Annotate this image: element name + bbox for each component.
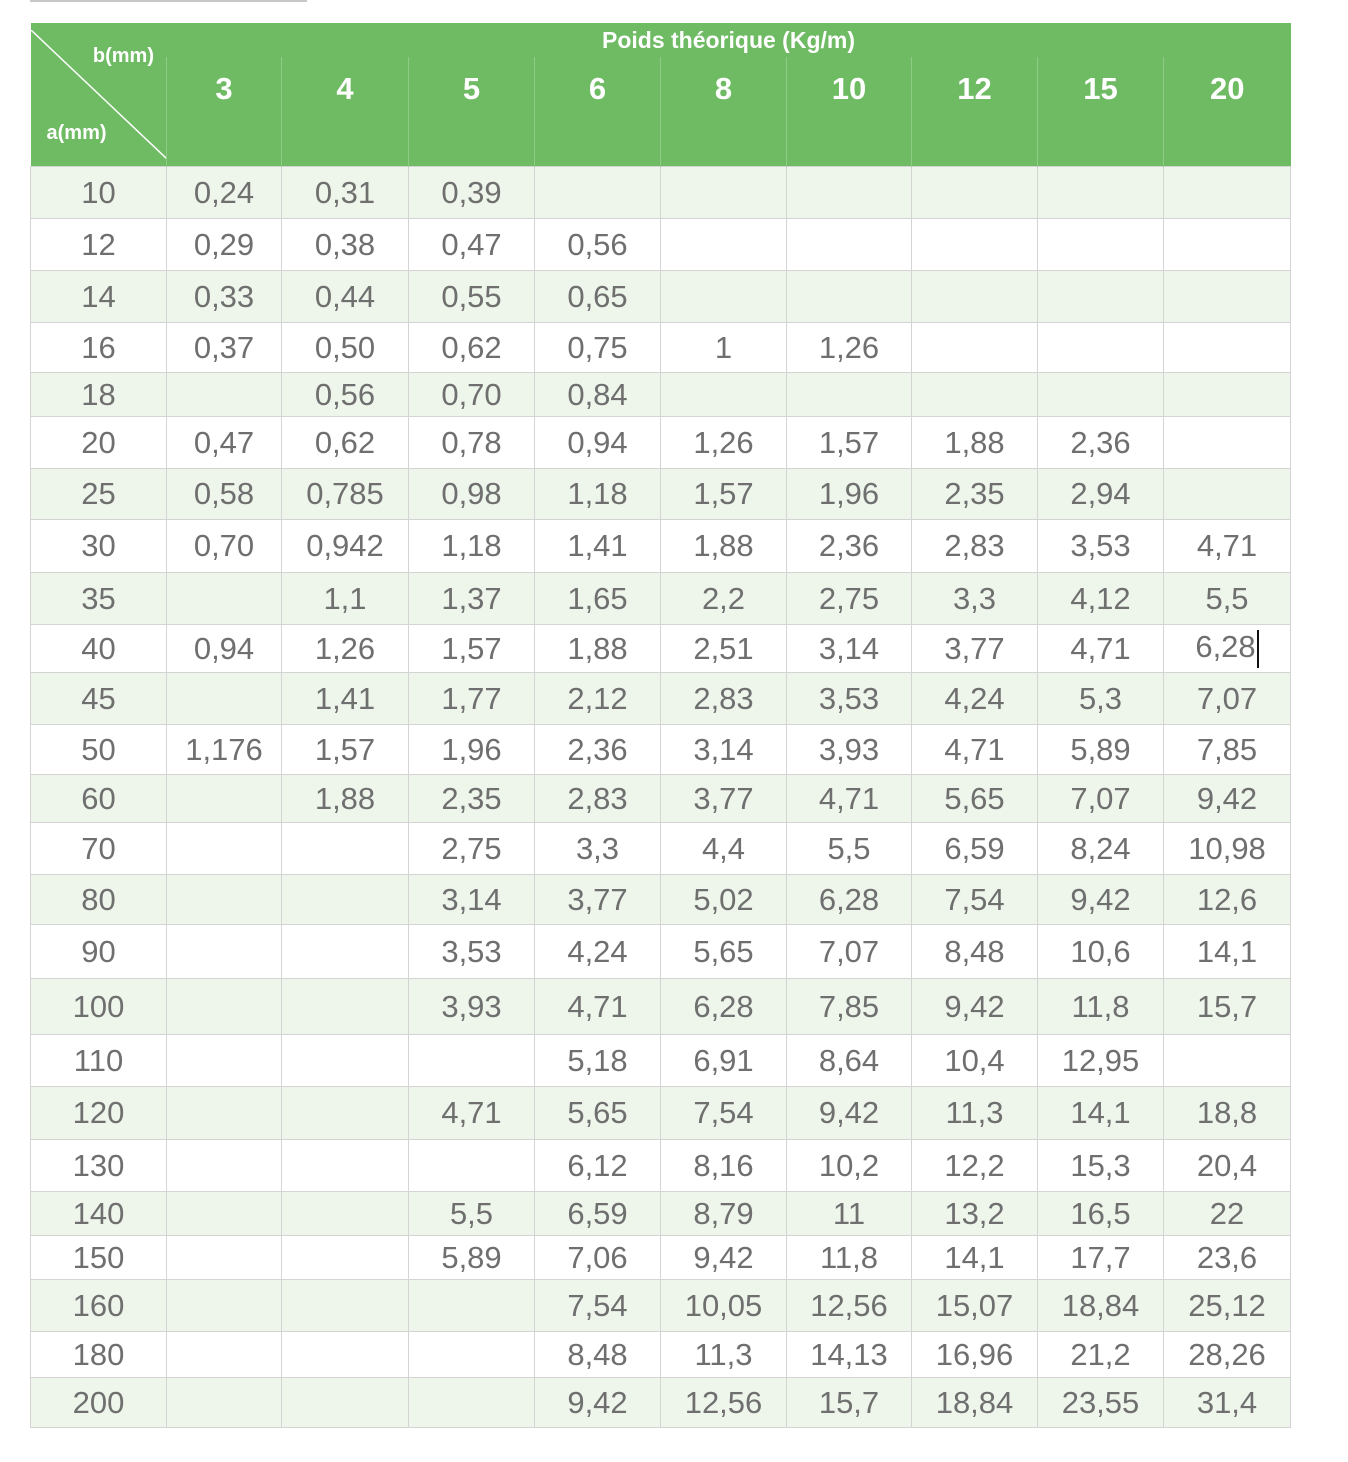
a-value-cell: 90 [31,925,167,979]
weight-cell: 1,57 [661,469,787,520]
weight-cell: 1,88 [912,417,1038,469]
weight-cell: 2,83 [661,673,787,725]
weight-cell: 5,18 [535,1035,661,1087]
table-row [31,1192,1291,1236]
weight-cell: 1,77 [409,673,535,725]
weight-cell: 11 [787,1192,912,1236]
weight-cell: 7,06 [535,1236,661,1280]
table-row [31,625,1291,673]
weight-cell [787,373,912,417]
weight-cell: 9,42 [535,1378,661,1428]
weight-cell: 1,88 [535,625,661,673]
table-row [31,775,1291,823]
a-value-cell: 40 [31,625,167,673]
weight-cell: 12,56 [787,1280,912,1332]
weight-cell: 6,59 [535,1192,661,1236]
weight-cell [912,373,1038,417]
weight-cell: 21,2 [1038,1332,1164,1378]
weight-cell: 2,94 [1038,469,1164,520]
weight-cell: 12,56 [661,1378,787,1428]
weight-cell: 0,44 [282,271,409,323]
weight-cell [661,167,787,219]
weight-cell: 5,65 [661,925,787,979]
a-value-cell: 45 [31,673,167,725]
a-value-cell: 160 [31,1280,167,1332]
a-value-cell: 12 [31,219,167,271]
weight-cell: 2,83 [535,775,661,823]
a-value-cell: 30 [31,520,167,573]
table-row [31,875,1291,925]
weight-cell: 7,85 [1164,725,1291,775]
table-row [31,925,1291,979]
weight-cell: 6,12 [535,1140,661,1192]
weight-cell [282,1035,409,1087]
weight-cell: 0,78 [409,417,535,469]
table-row [31,520,1291,573]
weight-cell [912,323,1038,373]
table-row [31,673,1291,725]
weight-cell: 0,56 [535,219,661,271]
weight-cell [1038,167,1164,219]
weight-cell: 11,8 [787,1236,912,1280]
weight-cell: 6,28 [1164,625,1291,673]
weight-cell [1038,219,1164,271]
weight-cell: 17,7 [1038,1236,1164,1280]
weight-cell: 0,75 [535,323,661,373]
weight-cell: 6,28 [787,875,912,925]
a-axis-label: a(mm) [46,122,107,144]
weight-cell: 14,1 [1164,925,1291,979]
weight-cell [282,1140,409,1192]
weight-cell: 20,4 [1164,1140,1291,1192]
weight-cell: 0,56 [282,373,409,417]
weight-cell: 0,50 [282,323,409,373]
weight-cell: 9,42 [1164,775,1291,823]
weight-cell [1038,373,1164,417]
weight-cell: 11,3 [661,1332,787,1378]
weight-cell [167,875,282,925]
weight-cell [912,271,1038,323]
a-value-cell: 140 [31,1192,167,1236]
weight-cell [282,925,409,979]
weight-cell: 7,54 [535,1280,661,1332]
b-header-cell: 8 [661,57,787,167]
weight-cell [167,775,282,823]
table-row [31,271,1291,323]
a-value-cell: 180 [31,1332,167,1378]
weight-cell [409,1035,535,1087]
weight-cell: 3,14 [661,725,787,775]
table-title: Poids théorique (Kg/m) [167,23,1291,57]
weight-cell: 8,24 [1038,823,1164,875]
weight-cell: 8,64 [787,1035,912,1087]
table-row [31,1087,1291,1140]
b-header-cell: 20 [1164,57,1291,167]
a-value-cell: 25 [31,469,167,520]
weight-cell [535,167,661,219]
weight-cell: 1,37 [409,573,535,625]
table-row [31,323,1291,373]
table-row [31,1140,1291,1192]
weight-cell: 0,84 [535,373,661,417]
weight-cell: 1 [661,323,787,373]
weight-cell [282,875,409,925]
weight-cell [167,979,282,1035]
weight-cell: 14,1 [1038,1087,1164,1140]
weight-cell: 8,48 [912,925,1038,979]
weight-cell [282,823,409,875]
weight-cell: 1,26 [282,625,409,673]
weight-cell: 2,36 [1038,417,1164,469]
weight-cell: 4,71 [912,725,1038,775]
weight-cell [167,373,282,417]
weight-cell [1164,1035,1291,1087]
a-value-cell: 16 [31,323,167,373]
weight-cell [167,573,282,625]
weight-cell: 3,3 [535,823,661,875]
weight-cell [282,1378,409,1428]
table-row [31,417,1291,469]
b-header-cell: 15 [1038,57,1164,167]
a-value-cell: 100 [31,979,167,1035]
weight-cell: 4,24 [912,673,1038,725]
weight-cell: 0,70 [167,520,282,573]
weight-cell [409,1378,535,1428]
top-rule [30,0,307,2]
weight-cell [787,167,912,219]
weight-cell: 10,2 [787,1140,912,1192]
a-value-cell: 70 [31,823,167,875]
weight-cell [409,1332,535,1378]
weight-cell: 7,54 [912,875,1038,925]
weight-cell: 0,70 [409,373,535,417]
weight-cell [1164,323,1291,373]
weight-cell: 23,6 [1164,1236,1291,1280]
weight-cell [167,673,282,725]
weight-cell: 0,55 [409,271,535,323]
weight-cell: 15,07 [912,1280,1038,1332]
weight-cell: 4,71 [409,1087,535,1140]
b-axis-label: b(mm) [92,45,154,67]
weight-cell: 12,95 [1038,1035,1164,1087]
weight-cell [1164,469,1291,520]
b-header-cell: 12 [912,57,1038,167]
weight-cell: 5,02 [661,875,787,925]
weight-cell [1164,167,1291,219]
weight-cell: 4,71 [535,979,661,1035]
weight-table [30,23,1291,1428]
weight-cell: 4,4 [661,823,787,875]
weight-cell: 0,65 [535,271,661,323]
weight-cell: 2,83 [912,520,1038,573]
weight-cell [167,823,282,875]
weight-cell [912,167,1038,219]
a-value-cell: 110 [31,1035,167,1087]
weight-cell: 5,89 [409,1236,535,1280]
weight-cell: 3,14 [409,875,535,925]
weight-cell: 3,53 [1038,520,1164,573]
weight-cell: 8,79 [661,1192,787,1236]
a-value-cell: 20 [31,417,167,469]
a-value-cell: 35 [31,573,167,625]
table-row [31,1280,1291,1332]
table-row [31,1378,1291,1428]
table-row [31,1236,1291,1280]
weight-cell: 1,18 [409,520,535,573]
weight-cell [1164,417,1291,469]
weight-cell: 1,1 [282,573,409,625]
weight-cell: 8,16 [661,1140,787,1192]
weight-cell [409,1140,535,1192]
weight-cell: 0,29 [167,219,282,271]
weight-cell [282,1280,409,1332]
weight-cell: 23,55 [1038,1378,1164,1428]
weight-cell: 1,18 [535,469,661,520]
weight-cell: 5,89 [1038,725,1164,775]
weight-cell: 2,75 [409,823,535,875]
weight-cell: 4,12 [1038,573,1164,625]
weight-cell [1164,373,1291,417]
weight-cell [167,1035,282,1087]
weight-cell: 4,71 [787,775,912,823]
b-header-cell: 5 [409,57,535,167]
weight-cell: 4,71 [1164,520,1291,573]
table-row [31,469,1291,520]
weight-cell: 0,38 [282,219,409,271]
weight-cell: 18,84 [1038,1280,1164,1332]
weight-cell: 0,62 [409,323,535,373]
weight-cell: 0,31 [282,167,409,219]
weight-cell: 3,14 [787,625,912,673]
weight-cell: 3,53 [787,673,912,725]
weight-cell: 5,3 [1038,673,1164,725]
weight-cell: 4,24 [535,925,661,979]
weight-cell: 0,39 [409,167,535,219]
weight-cell: 2,35 [409,775,535,823]
weight-cell [282,1332,409,1378]
table-row [31,1035,1291,1087]
weight-cell: 2,12 [535,673,661,725]
a-value-cell: 14 [31,271,167,323]
weight-cell [167,1332,282,1378]
weight-cell [1164,271,1291,323]
a-value-cell: 80 [31,875,167,925]
weight-cell: 2,35 [912,469,1038,520]
b-header-cell: 6 [535,57,661,167]
weight-cell [1164,219,1291,271]
weight-cell: 15,7 [1164,979,1291,1035]
weight-cell [409,1280,535,1332]
weight-cell: 0,37 [167,323,282,373]
table-row [31,373,1291,417]
weight-cell [167,1087,282,1140]
weight-cell: 16,96 [912,1332,1038,1378]
weight-cell: 0,98 [409,469,535,520]
weight-cell: 10,4 [912,1035,1038,1087]
weight-cell: 12,2 [912,1140,1038,1192]
weight-cell: 7,54 [661,1087,787,1140]
weight-cell: 7,07 [1038,775,1164,823]
weight-cell: 31,4 [1164,1378,1291,1428]
weight-cell: 3,53 [409,925,535,979]
weight-cell [1038,271,1164,323]
weight-cell [282,1192,409,1236]
weight-cell [661,271,787,323]
weight-cell [282,1236,409,1280]
weight-cell: 1,57 [282,725,409,775]
table-row [31,167,1291,219]
weight-cell: 3,93 [787,725,912,775]
weight-cell: 13,2 [912,1192,1038,1236]
weight-cell: 1,57 [409,625,535,673]
weight-cell [787,271,912,323]
weight-cell: 22 [1164,1192,1291,1236]
b-header-cell: 4 [282,57,409,167]
weight-cell: 11,8 [1038,979,1164,1035]
weight-cell: 15,3 [1038,1140,1164,1192]
weight-cell: 1,41 [282,673,409,725]
table-body [31,167,1291,1428]
weight-cell [167,1192,282,1236]
weight-cell [1038,323,1164,373]
text-cursor [1257,630,1259,668]
corner-header [31,23,167,167]
weight-cell: 14,1 [912,1236,1038,1280]
weight-cell [167,1280,282,1332]
weight-cell: 1,41 [535,520,661,573]
weight-cell: 0,47 [167,417,282,469]
weight-cell: 1,26 [661,417,787,469]
weight-cell: 1,88 [282,775,409,823]
weight-cell [282,1087,409,1140]
a-value-cell: 200 [31,1378,167,1428]
weight-cell: 0,94 [535,417,661,469]
a-value-cell: 130 [31,1140,167,1192]
weight-cell [912,219,1038,271]
a-value-cell: 18 [31,373,167,417]
b-header-cell: 3 [167,57,282,167]
weight-cell: 16,5 [1038,1192,1164,1236]
weight-cell: 3,77 [661,775,787,823]
weight-cell: 0,58 [167,469,282,520]
table-row [31,725,1291,775]
weight-cell: 4,71 [1038,625,1164,673]
weight-cell: 0,33 [167,271,282,323]
weight-cell: 10,05 [661,1280,787,1332]
weight-cell [282,979,409,1035]
weight-cell: 1,96 [787,469,912,520]
table-row [31,219,1291,271]
weight-cell: 0,942 [282,520,409,573]
weight-cell [661,219,787,271]
weight-cell: 0,24 [167,167,282,219]
weight-cell: 7,07 [1164,673,1291,725]
weight-cell: 6,28 [661,979,787,1035]
table-row [31,1332,1291,1378]
weight-cell: 3,3 [912,573,1038,625]
weight-cell [661,373,787,417]
weight-cell: 10,6 [1038,925,1164,979]
weight-cell: 5,65 [912,775,1038,823]
weight-cell: 0,62 [282,417,409,469]
weight-cell [167,1236,282,1280]
weight-cell: 3,93 [409,979,535,1035]
weight-cell: 2,51 [661,625,787,673]
weight-cell [167,1140,282,1192]
a-value-cell: 50 [31,725,167,775]
weight-cell: 11,3 [912,1087,1038,1140]
weight-cell: 2,2 [661,573,787,625]
weight-cell: 15,7 [787,1378,912,1428]
weight-cell: 8,48 [535,1332,661,1378]
weight-cell: 9,42 [661,1236,787,1280]
weight-cell: 1,96 [409,725,535,775]
weight-cell [787,219,912,271]
weight-cell: 1,65 [535,573,661,625]
table-row [31,573,1291,625]
weight-cell: 14,13 [787,1332,912,1378]
weight-cell: 0,785 [282,469,409,520]
weight-cell: 0,47 [409,219,535,271]
weight-cell: 9,42 [787,1087,912,1140]
weight-cell: 10,98 [1164,823,1291,875]
weight-cell: 3,77 [912,625,1038,673]
weight-cell: 5,5 [1164,573,1291,625]
weight-cell: 1,88 [661,520,787,573]
weight-cell: 5,5 [787,823,912,875]
weight-cell: 7,07 [787,925,912,979]
weight-cell: 2,36 [535,725,661,775]
weight-cell: 1,176 [167,725,282,775]
weight-cell: 5,5 [409,1192,535,1236]
weight-cell: 1,26 [787,323,912,373]
weight-cell: 7,85 [787,979,912,1035]
weight-cell: 9,42 [1038,875,1164,925]
weight-cell: 2,36 [787,520,912,573]
a-value-cell: 60 [31,775,167,823]
weight-cell [167,925,282,979]
weight-cell: 28,26 [1164,1332,1291,1378]
weight-cell: 9,42 [912,979,1038,1035]
weight-cell: 0,94 [167,625,282,673]
weight-cell: 3,77 [535,875,661,925]
weight-cell: 1,57 [787,417,912,469]
weight-cell: 18,8 [1164,1087,1291,1140]
table-row [31,979,1291,1035]
weight-cell: 2,75 [787,573,912,625]
a-value-cell: 120 [31,1087,167,1140]
weight-cell [167,1378,282,1428]
weight-cell: 12,6 [1164,875,1291,925]
weight-cell: 18,84 [912,1378,1038,1428]
weight-cell: 6,59 [912,823,1038,875]
weight-cell: 6,91 [661,1035,787,1087]
weight-cell: 25,12 [1164,1280,1291,1332]
a-value-cell: 150 [31,1236,167,1280]
weight-cell: 5,65 [535,1087,661,1140]
table-row [31,823,1291,875]
b-header-cell: 10 [787,57,912,167]
a-value-cell: 10 [31,167,167,219]
